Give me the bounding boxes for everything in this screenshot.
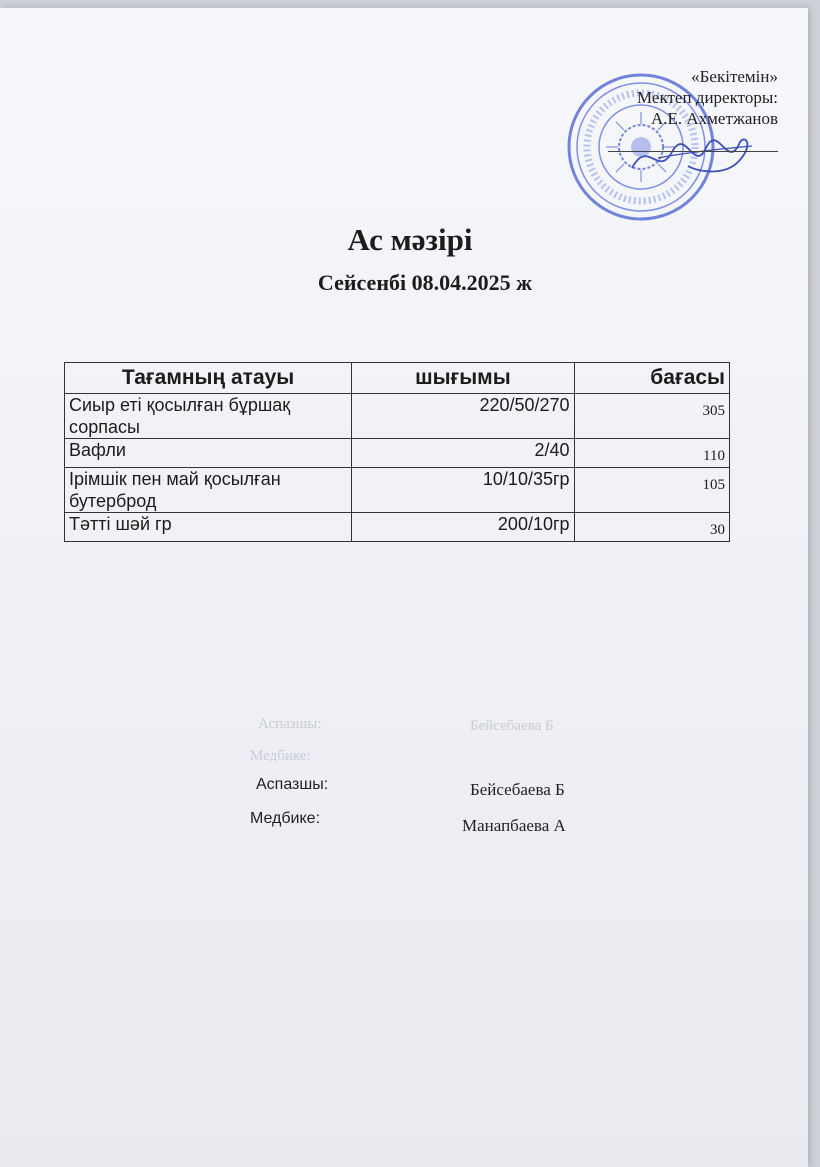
table-header-row: [65, 363, 730, 394]
signature-line: [608, 151, 778, 152]
cook-label: Аспазшы:: [256, 776, 329, 793]
dish-price: 105: [574, 468, 729, 513]
menu-table: [64, 362, 730, 542]
dish-name: Ірімшік пен май қосылған бутерброд: [65, 468, 352, 513]
header-yield: шығымы: [352, 363, 574, 394]
dish-price: 110: [574, 439, 729, 468]
nurse-label: Медбике:: [250, 810, 321, 827]
approval-block: [578, 66, 778, 152]
table-row: [65, 439, 730, 468]
approval-line-3: А.Е. Ахметжанов: [650, 109, 778, 128]
dish-name: Вафли: [65, 439, 352, 468]
dish-yield: 200/10гр: [352, 513, 574, 542]
show-through-text: Медбике:: [250, 748, 311, 764]
dish-yield: 2/40: [352, 439, 574, 468]
dish-price: 30: [574, 513, 729, 542]
approval-line-2: Мектеп директоры:: [637, 88, 778, 107]
dish-name: Сиыр еті қосылған бұршақ сорпасы: [65, 394, 352, 439]
show-through-text: Бейсебаева Б: [470, 718, 554, 734]
page-subtitle: Сейсенбі 08.04.2025 ж: [317, 270, 533, 295]
table-row: [65, 513, 730, 542]
dish-name: Тәтті шәй гр: [65, 513, 352, 542]
cook-name: Бейсебаева Б: [470, 780, 565, 799]
dish-price: 305: [574, 394, 729, 439]
dish-yield: 220/50/270: [352, 394, 574, 439]
page-title: Ас мәзірі: [347, 222, 473, 257]
header-dish-name: Тағамның атауы: [65, 363, 352, 394]
dish-yield: 10/10/35гр: [352, 468, 574, 513]
table-row: [65, 394, 730, 439]
table-row: [65, 468, 730, 513]
show-through-text: Аспазшы:: [258, 716, 322, 732]
nurse-name: Манапбаева А: [462, 816, 566, 835]
approval-line-1: «Бекітемін»: [691, 67, 778, 86]
header-price: бағасы: [574, 363, 729, 394]
